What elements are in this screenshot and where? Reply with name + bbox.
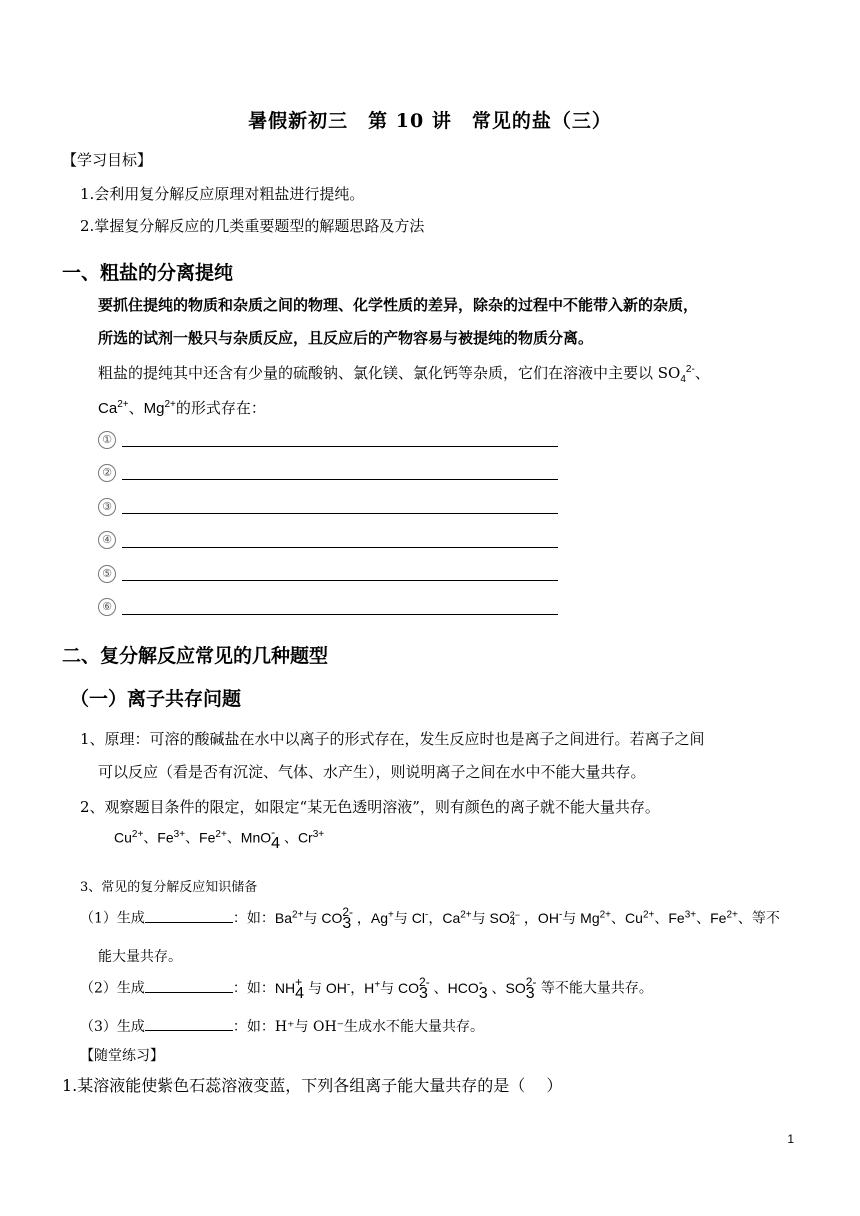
objectives-header: 【学习目标】: [62, 151, 153, 169]
item3-line: [80, 1016, 484, 1036]
principle-line-1: 1、原理：可溶的酸碱盐在水中以离子的形式存在，发生反应时也是离子之间进行。若离子之间: [80, 730, 705, 748]
section1-bold-line-2: 所选的试剂一般只与杂质反应，且反应后的产物容易与被提纯的物质分离。: [98, 329, 594, 347]
blank-number-2: ②: [98, 464, 116, 482]
so4-subscript: $_4^{2-}$、: [680, 364, 710, 385]
objective-item-1: 1.会利用复分解反应原理对粗盐进行提纯。: [80, 185, 365, 203]
colored-ions-list: $Cu^{2+}$、$Fe^{3+}$、$Fe^{2+}$、MnO - 4 、$Cr^{3+}$: [114, 825, 325, 852]
section2-subheading: （一）离子共存问题: [70, 688, 242, 710]
item3-prefix: （3）生成: [80, 1019, 145, 1035]
item1-prefix: （1）生成: [80, 910, 145, 927]
item3-blank[interactable]: [145, 1016, 233, 1031]
practice-question-1: 1.某溶液能使紫色石蕊溶液变蓝，下列各组离子能大量共存的是（ ）: [62, 1076, 563, 1095]
answer-blank-4[interactable]: [122, 547, 558, 548]
ion-list: $Ca^{2+}$、$Mg^{2+}$: [98, 399, 176, 417]
blank-number-5: ⑤: [98, 565, 116, 583]
principle-line-2: 可以反应（看是否有沉淀、气体、水产生），则说明离子之间在水中不能大量共存。: [98, 763, 646, 781]
section2-heading: 二、复分解反应常见的几种题型: [62, 645, 329, 667]
item2-line: （2）生成 ：如：NH + 4 与 OH-，H+与 CO 2- 3 、HCO - 3 、SO 2- 3 等不能大量共存。: [80, 975, 653, 1002]
page-number: 1: [787, 1132, 794, 1146]
blank-number-3: ③: [98, 498, 116, 516]
item1-line-1: （1）生成 ：如：$Ba^{2+}$与 CO 2- 3 ，Ag+与 Cl-，$Ca^{2+}$与 SO 2− 4 ，OH-与 $Mg^{2+}$、$Cu^{2+}$、$Fe^{3+}$、$Fe^{2+}$、等不: [80, 905, 780, 932]
item1-line-2: 能大量共存。: [98, 949, 182, 965]
item1-blank[interactable]: [145, 908, 233, 923]
item2-tail: 等不能大量共存。: [540, 980, 653, 997]
answer-blank-5[interactable]: [122, 580, 558, 581]
section1-paragraph-line-1: [98, 362, 710, 383]
blank-number-6: ⑥: [98, 598, 116, 616]
answer-blank-6[interactable]: [122, 614, 558, 615]
section1-paragraph-line-2: [98, 397, 266, 418]
knowledge-header: 3、常见的复分解反应知识储备: [80, 880, 258, 895]
blank-number-4: ④: [98, 531, 116, 549]
section1-paragraph-tail: 的形式存在：: [175, 399, 266, 417]
objective-item-2: 2.掌握复分解反应的几类重要题型的解题思路及方法: [80, 217, 425, 235]
observe-line: 2、观察题目条件的限定，如限定“某无色透明溶液”，则有颜色的离子就不能大量共存。: [80, 798, 660, 816]
answer-blank-3[interactable]: [122, 513, 558, 514]
section1-paragraph-text: 粗盐的提纯其中还含有少量的硫酸钠、氯化镁、氯化钙等杂质，它们在溶液中主要以 SO: [98, 364, 681, 382]
item3-text: ：如：H⁺与 OH⁻生成水不能大量共存。: [232, 1019, 485, 1035]
answer-blank-2[interactable]: [122, 479, 558, 480]
practice-header: 【随堂练习】: [80, 1048, 164, 1064]
blank-number-1: ①: [98, 431, 116, 449]
item2-blank[interactable]: [145, 978, 233, 993]
answer-blank-1[interactable]: [122, 446, 558, 447]
page-title: 暑假新初三 第 10 讲 常见的盐（三）: [248, 110, 612, 132]
section1-heading: 一、粗盐的分离提纯: [62, 262, 234, 284]
section1-bold-line-1: 要抓住提纯的物质和杂质之间的物理、化学性质的差异，除杂的过程中不能带入新的杂质，: [98, 296, 699, 314]
item2-prefix: （2）生成: [80, 980, 145, 997]
